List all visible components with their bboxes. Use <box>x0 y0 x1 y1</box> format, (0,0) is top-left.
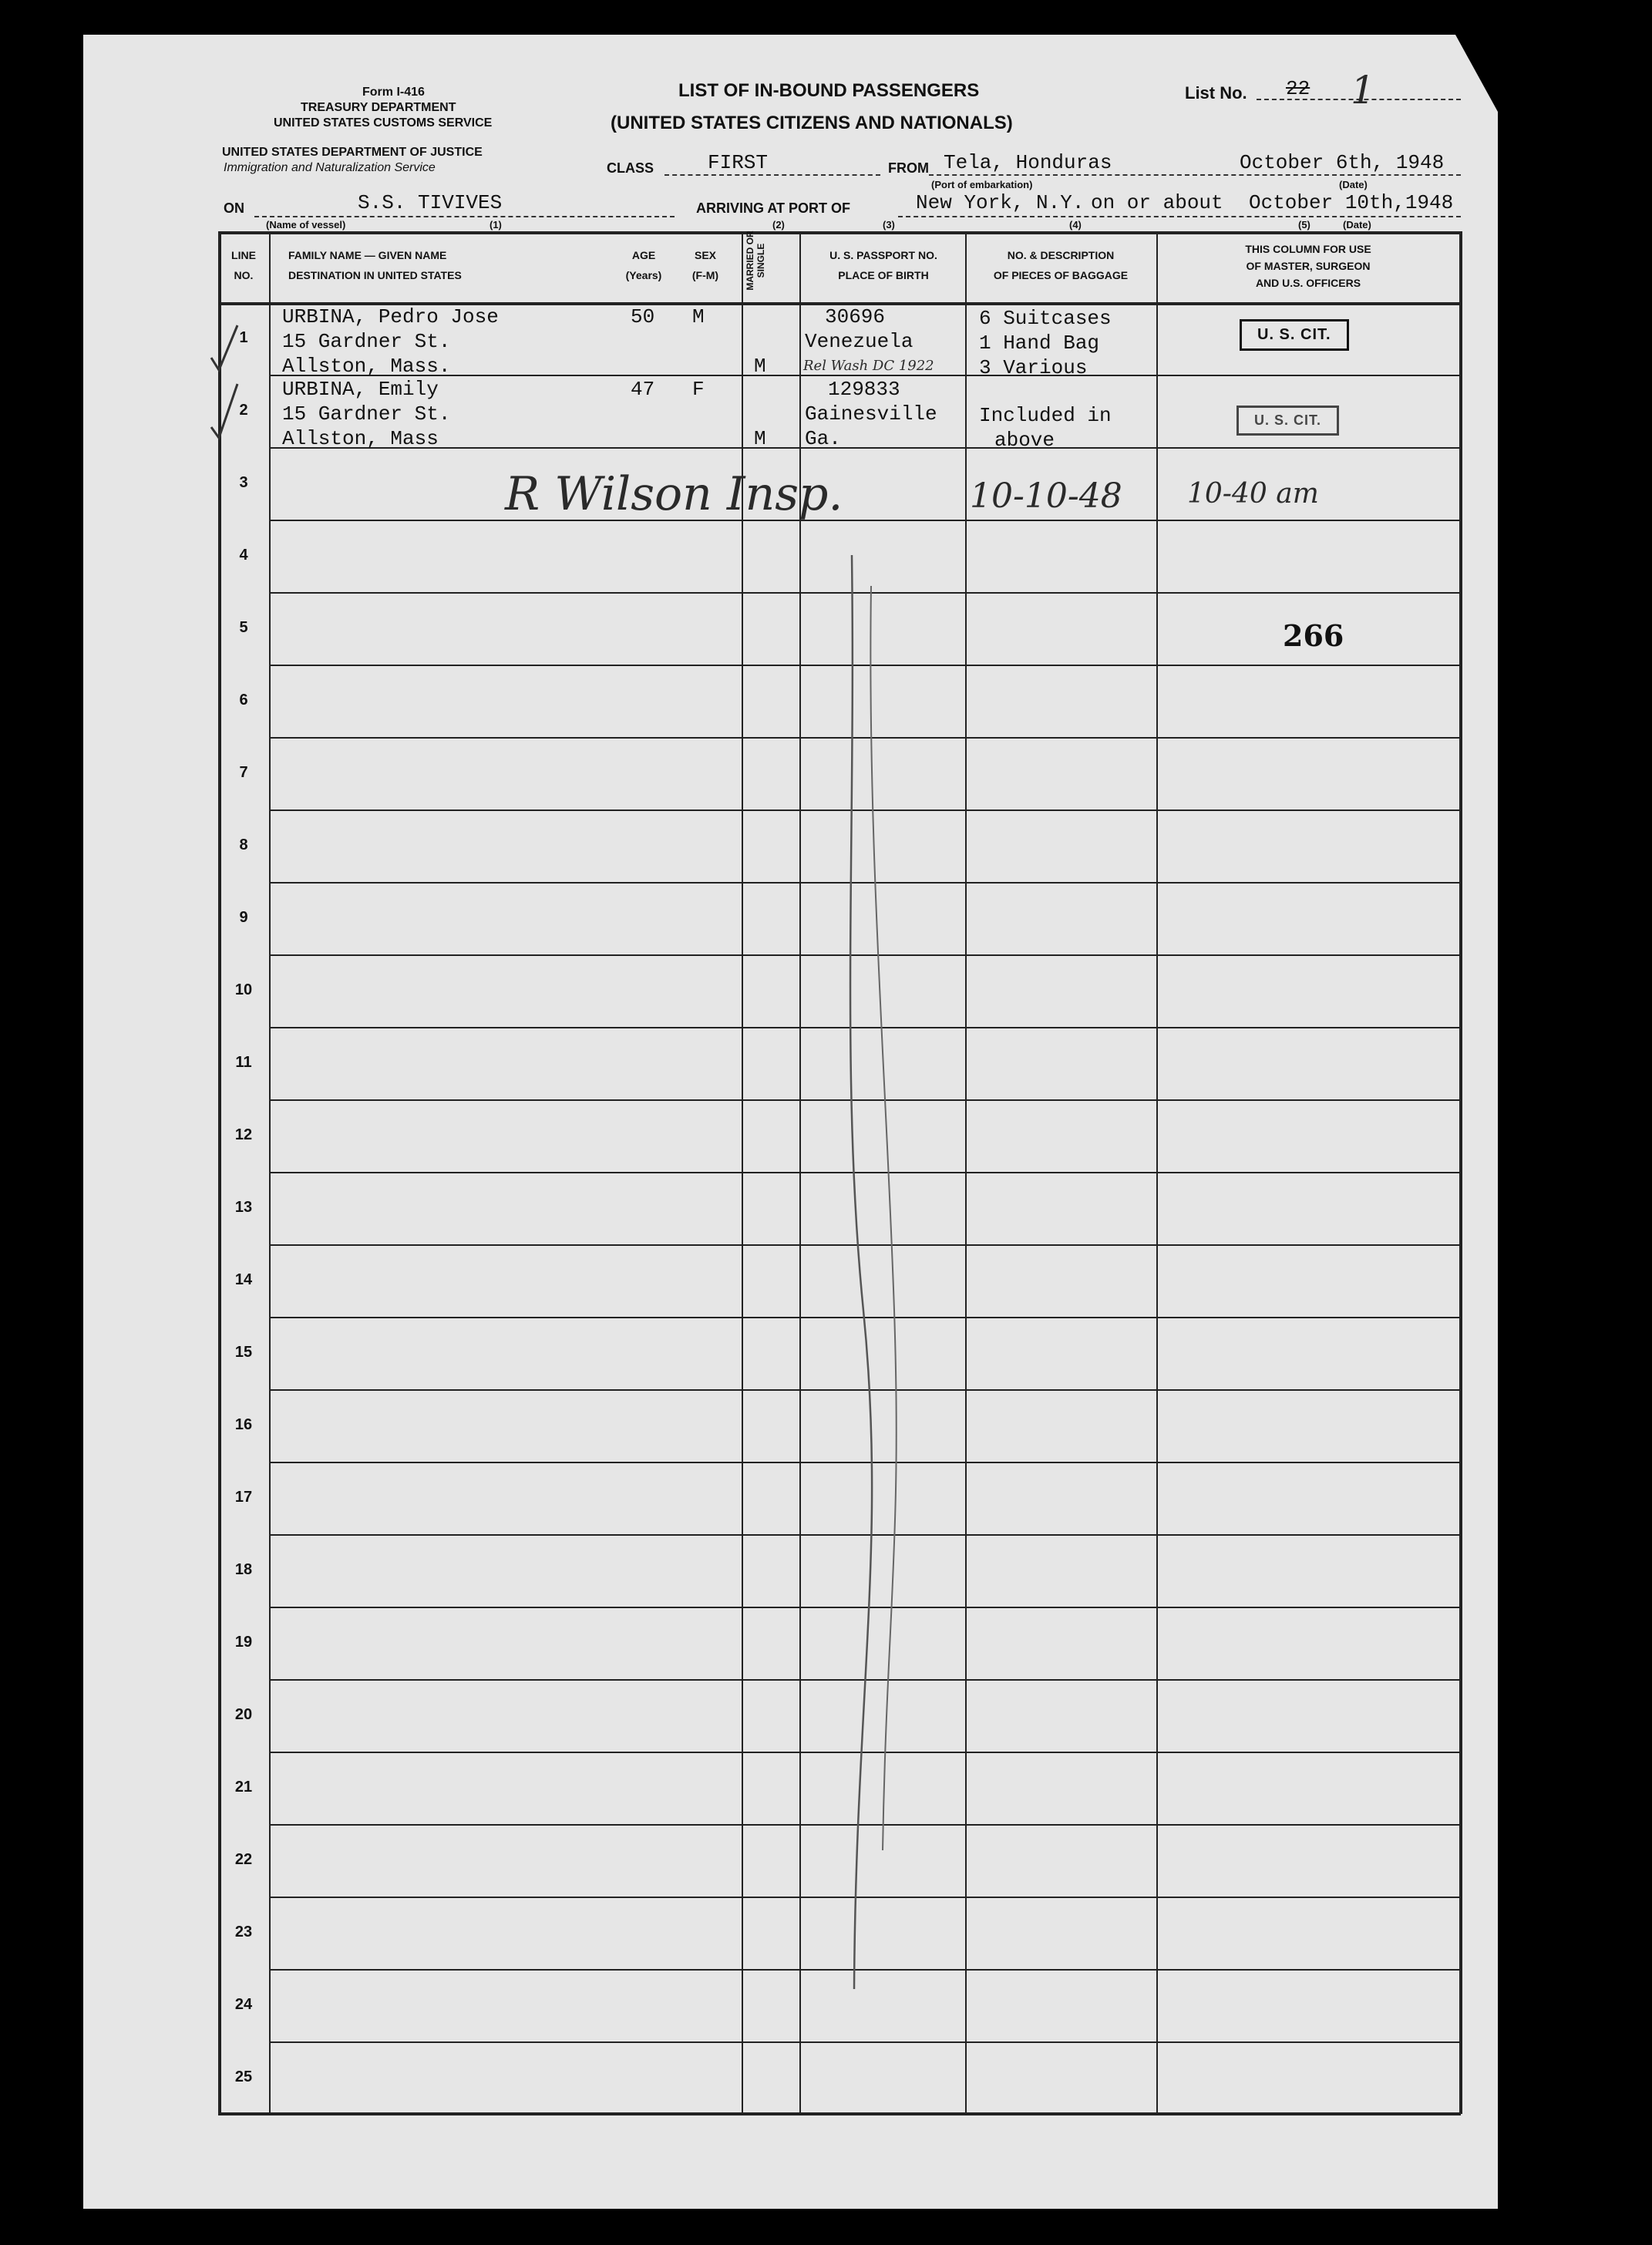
inspector-signature: R Wilson Insp. <box>505 467 843 521</box>
passenger-age: 47 <box>631 378 655 401</box>
dept-treasury: TREASURY DEPARTMENT <box>301 101 456 114</box>
class-value: FIRST <box>708 151 769 174</box>
passenger-marital: M <box>754 355 766 378</box>
line-number: 23 <box>234 1924 253 1940</box>
line-number: 2 <box>239 402 248 419</box>
pencil-line <box>850 555 872 1989</box>
baggage-line-2: above <box>994 429 1055 452</box>
arrival-port: New York, N.Y. <box>916 191 1085 214</box>
col-sex-header <box>678 245 732 285</box>
list-no-value: 1 <box>1351 68 1375 113</box>
form-subtitle: (UNITED STATES CITIZENS AND NATIONALS) <box>611 113 1013 133</box>
table-bottom-rule <box>218 2112 1461 2115</box>
passenger-sex: F <box>692 378 705 401</box>
page-number: 266 <box>1283 618 1344 653</box>
row-rule <box>269 2041 1461 2043</box>
passenger-age: 50 <box>631 305 655 328</box>
arrival-date-caption: (Date) <box>1343 219 1371 231</box>
col-passport-label: U. S. PASSPORT NO. <box>829 249 937 261</box>
caption-2: (2) <box>772 219 785 231</box>
passenger-marital: M <box>754 427 766 450</box>
on-label: ON <box>224 200 244 216</box>
col-baggage-label: NO. & DESCRIPTION <box>1007 249 1115 261</box>
us-citizen-stamp: U. S. CIT. <box>1236 406 1339 436</box>
passport-note: Rel Wash DC 1922 <box>803 358 934 374</box>
line-number: 8 <box>239 836 248 853</box>
line-number: 13 <box>234 1199 253 1216</box>
class-line <box>665 174 880 176</box>
passenger-address: 15 Gardner St. <box>282 330 451 353</box>
col-line-header <box>218 245 269 285</box>
line-number: 11 <box>235 1054 252 1071</box>
check-marks <box>207 324 253 463</box>
line-number: 20 <box>234 1706 253 1723</box>
vessel-line <box>254 216 675 217</box>
col-destination-label: DESTINATION IN UNITED STATES <box>288 269 462 281</box>
inspection-date: 10-10-48 <box>970 476 1122 516</box>
col-name-label: FAMILY NAME — GIVEN NAME <box>288 249 447 261</box>
inspection-time: 10-40 am <box>1187 478 1319 510</box>
dept-customs: UNITED STATES CUSTOMS SERVICE <box>274 116 493 130</box>
col-passport-header <box>802 245 965 285</box>
line-number: 14 <box>234 1271 253 1288</box>
line-number: 25 <box>234 2068 253 2085</box>
col-official-label: THIS COLUMN FOR USE <box>1245 243 1371 255</box>
table-top-rule <box>218 231 1461 234</box>
line-number: 18 <box>234 1561 253 1578</box>
line-number: 6 <box>239 692 248 709</box>
col-married-header: MARRIED OR SINGLE <box>745 231 766 291</box>
col-name-header <box>288 245 462 285</box>
pencil-line <box>870 586 896 1850</box>
class-label: CLASS <box>607 160 654 176</box>
col-sex-label: SEX <box>694 249 716 261</box>
col-age-header <box>617 245 671 285</box>
col-official-label-3: AND U.S. OFFICERS <box>1255 277 1361 289</box>
col-baggage-label-2: OF PIECES OF BAGGAGE <box>993 269 1129 281</box>
passenger-birthplace: Venezuela <box>805 330 913 353</box>
line-number: 21 <box>234 1779 253 1796</box>
passenger-address: 15 Gardner St. <box>282 402 451 426</box>
col-official-label-2: OF MASTER, SURGEON <box>1246 260 1371 272</box>
line-number: 19 <box>234 1634 253 1651</box>
check-mark-icon <box>211 325 237 370</box>
col-age-label: AGE <box>631 249 656 261</box>
passenger-city: Allston, Mass <box>282 427 439 450</box>
passenger-name: URBINA, Pedro Jose <box>282 305 499 328</box>
passenger-birthplace-state: Ga. <box>805 427 841 450</box>
list-no-struck: 22 <box>1286 77 1310 100</box>
vessel-caption: (Name of vessel) <box>266 219 346 231</box>
dept-ins: Immigration and Naturalization Service <box>224 161 436 174</box>
port-line <box>898 216 1461 217</box>
passenger-passport: 129833 <box>828 378 900 401</box>
arrival-date: October 10th,1948 <box>1249 191 1454 214</box>
baggage-line-1: Included in <box>979 404 1112 427</box>
form-title: LIST OF IN-BOUND PASSENGERS <box>678 80 980 101</box>
caption-3: (3) <box>883 219 895 231</box>
col-official-header <box>1158 241 1459 291</box>
line-number: 15 <box>234 1344 253 1361</box>
pencil-strokes <box>809 540 917 2004</box>
check-mark-icon <box>211 384 237 438</box>
passenger-city: Allston, Mass. <box>282 355 451 378</box>
line-number: 12 <box>234 1126 253 1143</box>
line-number: 7 <box>239 764 248 781</box>
list-no-label: List No. <box>1185 83 1247 103</box>
line-number: 1 <box>239 329 248 346</box>
col-rule-left <box>218 231 221 2114</box>
us-citizen-stamp: U. S. CIT. <box>1240 319 1349 351</box>
from-caption: (Port of embarkation) <box>931 179 1033 190</box>
depart-date: October 6th, 1948 <box>1240 151 1445 174</box>
form-number: Form I-416 <box>362 86 425 99</box>
caption-5: (5) <box>1298 219 1310 231</box>
line-number: 24 <box>234 1996 253 2013</box>
line-number: 22 <box>234 1851 253 1868</box>
arriving-label: ARRIVING AT PORT OF <box>696 200 850 216</box>
col-birthplace-label: PLACE OF BIRTH <box>838 269 929 281</box>
col-line-label: LINE <box>231 249 256 261</box>
line-number: 5 <box>239 619 248 636</box>
row-rule <box>269 520 1461 521</box>
caption-1: (1) <box>490 219 502 231</box>
line-number: 4 <box>239 547 248 564</box>
passenger-passport: 30696 <box>825 305 886 328</box>
col-age-label-2: (Years) <box>625 269 662 281</box>
dept-justice: UNITED STATES DEPARTMENT OF JUSTICE <box>222 146 483 159</box>
line-number: 17 <box>234 1489 253 1506</box>
from-line <box>929 174 1461 176</box>
col-line-label-2: NO. <box>234 269 254 281</box>
about-label: on or about <box>1091 191 1223 214</box>
vessel-name: S.S. TIVIVES <box>358 191 503 214</box>
line-number: 3 <box>239 474 248 491</box>
depart-date-caption: (Date) <box>1339 179 1368 190</box>
baggage-line-2: 1 Hand Bag <box>979 332 1100 355</box>
line-number: 10 <box>234 981 253 998</box>
from-value: Tela, Honduras <box>944 151 1112 174</box>
col-baggage-header <box>965 245 1156 285</box>
baggage-line-3: 3 Various <box>979 356 1088 379</box>
passenger-sex: M <box>692 305 705 328</box>
passenger-birthplace: Gainesville <box>805 402 937 426</box>
passenger-name: URBINA, Emily <box>282 378 439 401</box>
from-label: FROM <box>888 160 929 176</box>
caption-4: (4) <box>1069 219 1082 231</box>
col-sex-label-2: (F-M) <box>691 269 719 281</box>
baggage-line-1: 6 Suitcases <box>979 307 1112 330</box>
line-number: 16 <box>234 1416 253 1433</box>
line-number: 9 <box>239 909 248 926</box>
row-rule <box>269 447 1461 449</box>
